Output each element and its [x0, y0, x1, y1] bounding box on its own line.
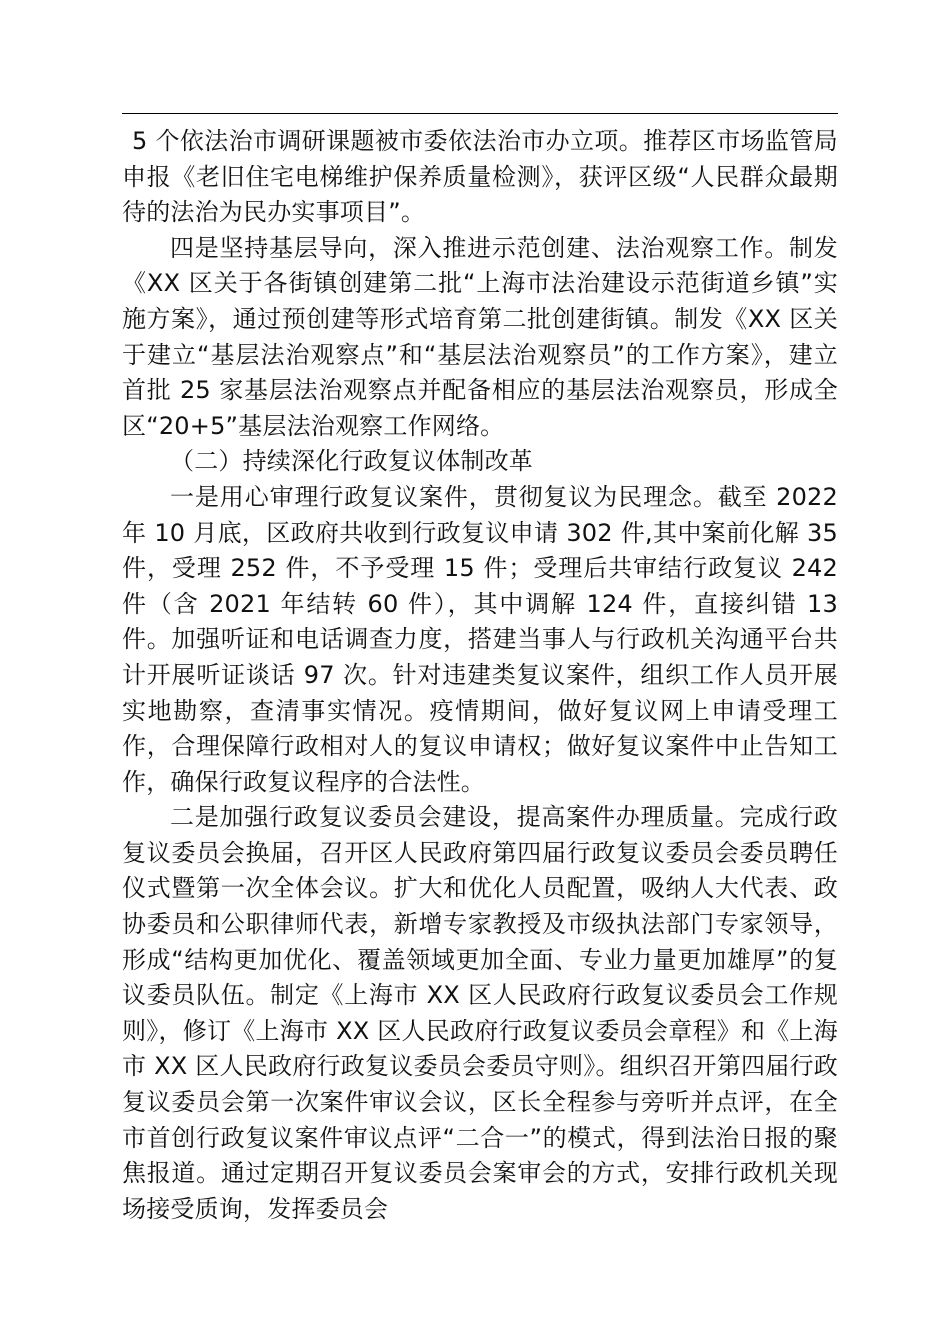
- document-body: [122, 124, 838, 1227]
- header-rule: [122, 113, 838, 114]
- paragraph-committee-building: 二是加强行政复议委员会建设，提高案件办理质量。完成行政复议委员会换届，召开区人民政府第四届行政复议委员会委员聘任仪式暨第一次全体会议。扩大和优化人员配置，吸纳人大代表、政协委员和公职律师代表，新增专家教授及市级执法部门专家领导，形成“结构更加优化、覆盖领域更加全面、专业力量更加雄厚”的复议委员队伍。制定《上海市 XX 区人民政府行政复议委员会工作规则》，修订《上海市 XX 区人民政府行政复议委员会章程》和《上海市 XX 区人民政府行政复议委员会委员守则》。组织召开第四届行政复议委员会第一次案件审议会议，区长全程参与旁听并点评，在全市首创行政复议案件审议点评“二合一”的模式，得到法治日报的聚焦报道。通过定期召开复议委员会案审会的方式，安排行政机关现场接受质询，发挥委员会: [122, 803, 838, 1223]
- paragraph-grassroots-observation: 四是坚持基层导向，深入推进示范创建、法治观察工作。制发《XX 区关于各街镇创建第二批“上海市法治建设示范街道乡镇”实施方案》，通过预创建等形式培育第二批创建街镇。制发《XX 区关于建立“基层法治观察点”和“基层法治观察员”的工作方案》，建立首批 25 家基层法治观察点并配备相应的基层法治观察员，形成全区“20+5”基层法治观察工作网络。: [122, 233, 838, 440]
- paragraph-continuation: 5 个依法治市调研课题被市委依法治市办立项。推荐区市场监管局申报《老旧住宅电梯维护保养质量检测》，获评区级“人民群众最期待的法治为民办实事项目”。: [122, 127, 838, 227]
- paragraph-case-review: 一是用心审理行政复议案件，贯彻复议为民理念。截至 2022 年 10 月底，区政府共收到行政复议申请 302 件,其中案前化解 35 件，受理 252 件，不予受理 15 件；受理后共审结行政复议 242 件（含 2021 年结转 60 件），其中调解 124 件，直接纠错 13 件。加强听证和电话调查力度，搭建当事人与行政机关沟通平台共计开展听证谈话 97 次。针对违建类复议案件，组织工作人员开展实地勘察，查清事实情况。疫情期间，做好复议网上申请受理工作，合理保障行政相对人的复议申请权；做好复议案件中止告知工作，确保行政复议程序的合法性。: [122, 482, 838, 796]
- section-heading-administrative-review: （二）持续深化行政复议体制改革: [170, 447, 533, 476]
